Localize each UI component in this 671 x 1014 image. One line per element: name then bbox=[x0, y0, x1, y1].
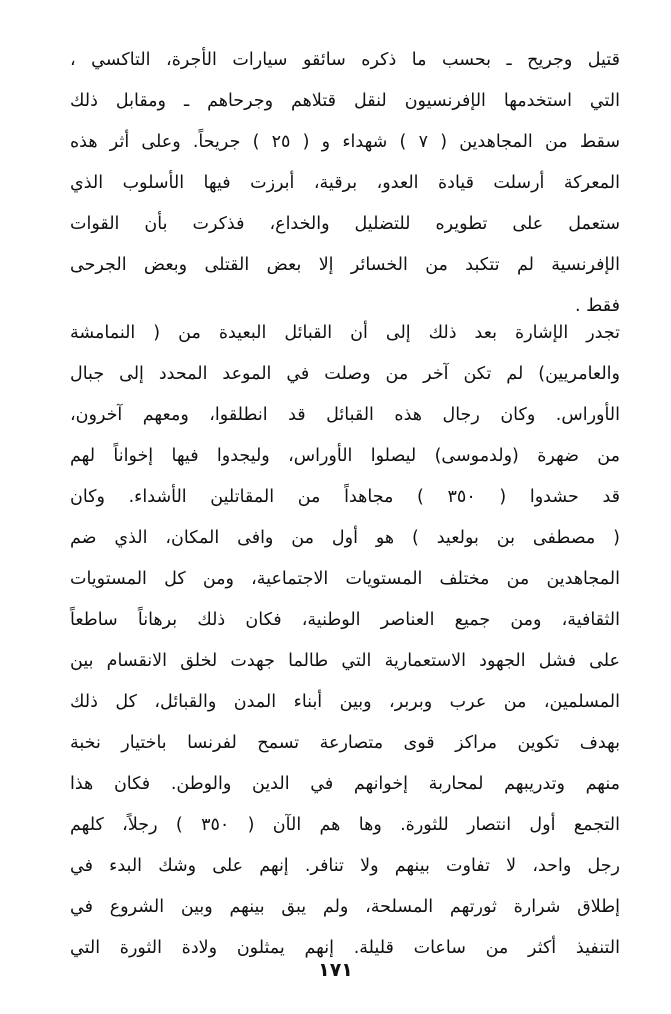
text-line: المجاهدين من مختلف المستويات الاجتماعية، ومن كل المستويات bbox=[70, 569, 620, 589]
text-line: بهدف تكوين مراكز قوى متصارعة تسمح لفرنسا باختيار نخبة bbox=[70, 733, 620, 753]
text-line: المسلمين، من عرب وبربر، وبين أبناء المدن والقبائل، كل ذلك bbox=[70, 692, 620, 712]
text-line: رجل واحد، لا تفاوت بينهم ولا تنافر. إنهم على وشك البدء في bbox=[70, 856, 620, 876]
paragraph-1 bbox=[70, 40, 620, 327]
text-line: المعركة أرسلت قيادة العدو، برقية، أبرزت فيها الأسلوب الذي bbox=[70, 173, 620, 193]
page-number: ١٧١ bbox=[318, 959, 353, 981]
text-line: سقط من المجاهدين ( ٧ ) شهداء و ( ٢٥ ) جريحاً. وعلى أثر هذه bbox=[70, 132, 620, 152]
text-line: قد حشدوا ( ٣٥٠ ) مجاهداً من المقاتلين الأشداء. وكان bbox=[70, 487, 621, 507]
text-line: الثقافية، ومن جميع العناصر الوطنية، فكان ذلك برهاناً ساطعاً bbox=[70, 610, 620, 630]
text-line: فقط . bbox=[575, 296, 620, 316]
text-line: قتيل وجريح ـ بحسب ما ذكره سائقو سيارات الأجرة، التاكسي ، bbox=[70, 50, 620, 70]
text-line: التنفيذ أكثر من ساعات قليلة. إنهم يمثلون ولادة الثورة التي bbox=[70, 938, 620, 958]
text-line: على فشل الجهود الاستعمارية التي طالما جهدت لخلق الانقسام بين bbox=[70, 651, 620, 671]
text-line: من ضهرة (ولدموسى) ليصلوا الأوراس، وليجدوا فيها إخواناً لهم bbox=[70, 446, 620, 466]
paragraph-2 bbox=[70, 313, 620, 969]
text-line: ( مصطفى بن بولعيد ) هو أول من وافى المكان، الذي ضم bbox=[70, 528, 620, 548]
text-line: ستعمل على تطويره للتضليل والخداع، فذكرت بأن القوات bbox=[70, 214, 620, 234]
text-line: الإفرنسية لم تتكبد من الخسائر إلا بعض القتلى وبعض الجرحى bbox=[70, 255, 620, 275]
text-line: إطلاق شرارة ثورتهم المسلحة، ولم يبق بينهم وبين الشروع في bbox=[70, 897, 620, 917]
text-line: التي استخدمها الإفرنسيون لنقل قتلاهم وجرحاهم ـ ومقابل ذلك bbox=[70, 91, 620, 111]
text-line: منهم وتدريبهم لمحاربة إخوانهم في الدين والوطن. فكان هذا bbox=[70, 774, 620, 794]
text-line: التجمع أول انتصار للثورة. وها هم الآن ( ٣٥٠ ) رجلاً، كلهم bbox=[70, 815, 620, 835]
text-line: تجدر الإشارة بعد ذلك إلى أن القبائل البعيدة من ( النمامشة bbox=[70, 323, 620, 343]
text-line: والعامريين) لم تكن آخر من وصلت في الموعد المحدد إلى جبال bbox=[70, 364, 620, 384]
text-line: الأوراس. وكان رجال هذه القبائل قد انطلقوا، ومعهم آخرون، bbox=[70, 405, 620, 425]
